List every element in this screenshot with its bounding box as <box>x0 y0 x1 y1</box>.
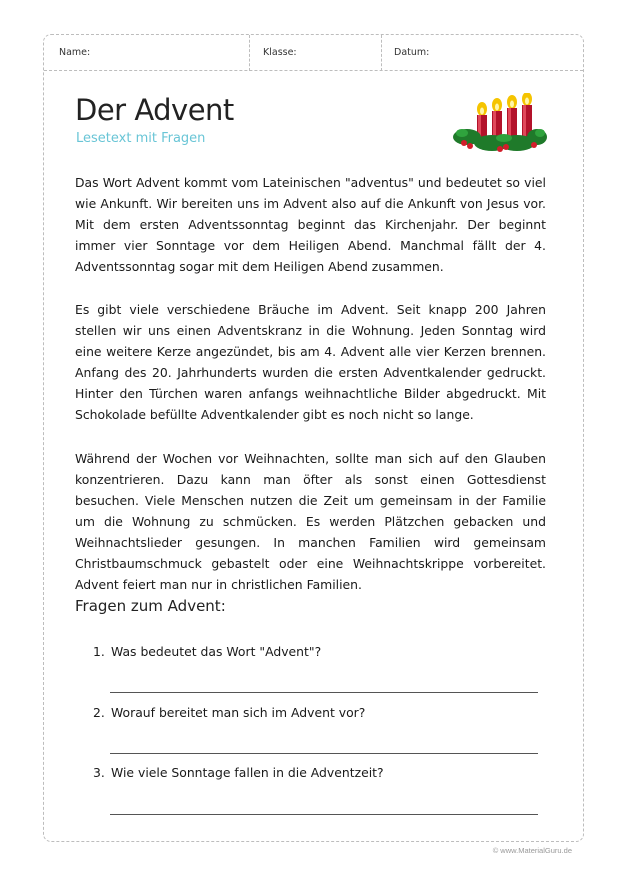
paragraph: Das Wort Advent kommt vom Lateinischen "adventus" und bedeutet so viel wie Ankunft. Wir bereiten uns im Advent also auf die Ankunft von Jesus vor. Mit dem ersten Adventssonntag beginnt das Kirchenjahr. Der beginnt immer vier Sonntage vor dem Heiligen Abend. Manchmal fällt der 4. Adventssonntag sogar mit dem Heiligen Abend zusammen. <box>75 175 546 274</box>
header-divider <box>249 35 250 71</box>
answer-line[interactable] <box>110 814 538 815</box>
header-divider <box>381 35 382 71</box>
question-text: Worauf bereitet man sich im Advent vor? <box>111 705 366 720</box>
name-label: Name: <box>59 47 91 58</box>
question-number: 3. <box>93 765 105 780</box>
klasse-label: Klasse: <box>263 47 297 58</box>
questions-heading: Fragen zum Advent: <box>75 597 226 615</box>
question-text: Was bedeutet das Wort "Advent"? <box>111 644 322 659</box>
page-subtitle: Lesetext mit Fragen <box>76 131 206 146</box>
header-row <box>44 35 583 71</box>
paragraph: Es gibt viele verschiedene Bräuche im Advent. Seit knapp 200 Jahren stellen wir uns einen Adventskranz in die Wohnung. Jeden Sonntag wird eine weitere Kerze angezündet, bis am 4. Advent alle vier Kerzen brennen. Anfang des 20. Jahrhunderts wurden die ersten Adventkalender gedruckt. Hinter den Türchen waren anfangs weihnachtliche Bilder abgedruckt. Mit Schokolade befüllte Adventkalender gibt es noch nicht so lange. <box>75 302 546 422</box>
datum-label: Datum: <box>394 47 430 58</box>
paragraph: Während der Wochen vor Weihnachten, sollte man sich auf den Glauben konzentrieren. Dazu kann man öfter als sonst einen Gottesdienst besuchen. Viele Menschen nutzen die Zeit um gemeinsam in der Familie um die Wohnung zu schmücken. Es werden Plätzchen gebacken und Weihnachtslieder gesungen. In manchen Familien wird gemeinsam Christbaumschmuck gebastelt oder eine Weihnachtskrippe vorbereitet. Advent feiert man nur in christlichen Familien. <box>75 451 546 592</box>
answer-line[interactable] <box>110 692 538 693</box>
question-number: 2. <box>93 705 105 720</box>
question-number: 1. <box>93 644 105 659</box>
advent-wreath-icon <box>452 93 547 155</box>
question-item <box>93 764 384 782</box>
question-item <box>93 704 365 722</box>
question-text: Wie viele Sonntage fallen in die Adventzeit? <box>111 765 384 780</box>
copyright-footer: © www.MaterialGuru.de <box>492 846 572 855</box>
page-title: Der Advent <box>75 93 234 127</box>
answer-line[interactable] <box>110 753 538 754</box>
question-item <box>93 643 321 661</box>
